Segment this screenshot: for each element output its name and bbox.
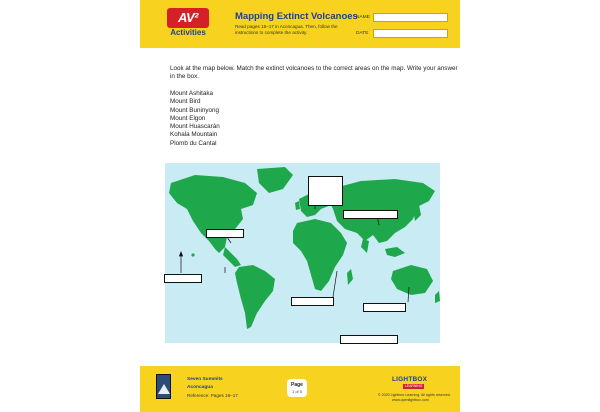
list-item: Mount Huascarán — [170, 123, 220, 131]
series-title: Seven Summits — [187, 377, 223, 382]
instruction-text: Look at the map below. Match the extinct volcanoes to the correct areas on the map. Write your answer in the box. — [170, 65, 458, 80]
list-item: Mount Buninyong — [170, 106, 220, 114]
list-item: Plomb du Cantal — [170, 139, 217, 147]
page-label: Page — [291, 382, 303, 388]
book-title: Aconcagua — [187, 385, 213, 390]
website-link[interactable]: www.openlightbox.com — [392, 398, 429, 402]
name-label: NAME — [356, 15, 370, 20]
header-description: Read pages 16–17 in Aconcagua. Then, follow the instructions to complete the activity. — [235, 24, 338, 35]
hawaii-landmass — [191, 253, 194, 256]
answer-box[interactable] — [164, 274, 202, 283]
activity-sheet — [140, 0, 460, 412]
page-reference: Reference: Pages 16–17 — [187, 393, 238, 398]
answer-box[interactable] — [340, 335, 398, 344]
header-bar — [140, 0, 460, 48]
list-item: Kohala Mountain — [170, 131, 218, 139]
book-cover-image — [156, 374, 171, 399]
copyright-text: © 2020 Lightbox Learning. All rights reserved. — [378, 393, 451, 397]
list-item: Mount Elgon — [170, 114, 206, 122]
answer-box[interactable] — [206, 229, 244, 238]
answer-box[interactable] — [343, 210, 398, 219]
mountain-icon — [158, 384, 170, 394]
page-count: 1 of 5 — [291, 389, 302, 394]
name-field[interactable] — [373, 13, 448, 22]
lightbox-learning-tag: LEARNING — [405, 384, 423, 388]
av2-logo: AV² — [167, 8, 209, 28]
lightbox-logo: LIGHTBOX — [392, 376, 428, 383]
page-indicator — [287, 379, 307, 397]
date-label: DATE — [356, 31, 369, 36]
volcano-list — [170, 90, 220, 148]
world-map — [165, 163, 440, 343]
answer-box[interactable] — [363, 303, 406, 312]
list-item: Mount Ashitaka — [170, 90, 214, 97]
page-title: Mapping Extinct Volcanoes — [235, 11, 358, 22]
footer-bar — [140, 366, 460, 412]
date-field[interactable] — [373, 29, 448, 38]
list-item: Mount Bird — [170, 98, 201, 106]
activities-label: Activities — [170, 28, 206, 37]
answer-box[interactable] — [291, 297, 334, 306]
answer-box[interactable] — [308, 176, 343, 206]
